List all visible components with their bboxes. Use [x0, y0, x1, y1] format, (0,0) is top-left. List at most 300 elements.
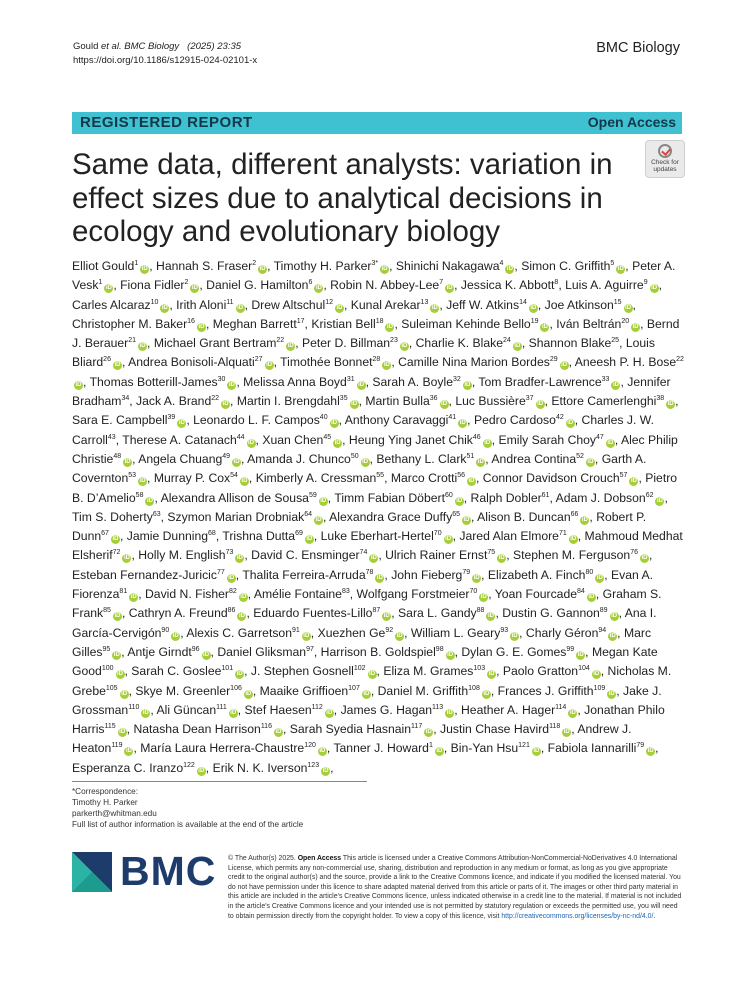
orcid-icon[interactable]: iD [161, 304, 168, 311]
orcid-icon[interactable]: iD [441, 401, 448, 408]
license-link[interactable]: http://creativecommons.org/licenses/by-nc-nd/4.0/ [501, 912, 654, 920]
author-name: Heung Ying Janet Chik$^{46}$iD [348, 432, 491, 447]
author-affiliation: 18 [375, 317, 384, 325]
author-name: Elizabeth A. Finch$^{80}$iD [487, 567, 603, 582]
author-affiliation: 42 [555, 414, 564, 422]
author-name: Pedro Cardoso$^{42}$iD [473, 413, 574, 428]
author-name: Graham S. Frank$^{85}$iD [72, 587, 662, 621]
orcid-icon[interactable]: iD [319, 748, 326, 755]
orcid-icon[interactable]: iD [641, 555, 648, 562]
author-affiliation: 115 [104, 723, 116, 731]
orcid-icon[interactable]: iD [608, 690, 615, 697]
orcid-icon[interactable]: iD [533, 748, 540, 755]
orcid-icon[interactable]: iD [113, 651, 120, 658]
author-affiliation: 29 [549, 356, 558, 364]
author-affiliation: 30 [217, 375, 226, 383]
orcid-icon[interactable]: iD [446, 285, 453, 292]
author-name: Jared Alan Elmore$^{71}$iD [459, 529, 577, 544]
orcid-icon[interactable]: iD [446, 709, 453, 716]
author-affiliation: 81 [119, 587, 128, 595]
author-name: Dustin G. Gannon$^{89}$iD [502, 606, 618, 621]
orcid-icon[interactable]: iD [386, 323, 393, 330]
orcid-icon[interactable]: iD [630, 478, 637, 485]
author-affiliation: 120 [304, 742, 316, 750]
author-name: Alec Philip Christie$^{48}$iD [72, 432, 678, 466]
orcid-icon[interactable]: iD [656, 497, 663, 504]
author-affiliation: 68 [208, 530, 216, 538]
author-affiliation: 8 [554, 279, 559, 287]
author-name: Maaike Griffioen$^{107}$iD [259, 683, 370, 698]
orcid-icon[interactable]: iD [198, 323, 205, 330]
author-name: Marco Crotti$^{56}$iD [390, 471, 475, 486]
orcid-icon[interactable]: iD [178, 420, 185, 427]
author-affiliation: 112 [311, 703, 323, 711]
author-name: Charlie K. Blake$^{24}$iD [415, 336, 521, 351]
author-name: Amanda J. Chunco$^{50}$iD [247, 451, 369, 466]
author-name: Timothy H. Parker$^{3*}$iD [273, 259, 388, 273]
orcid-icon[interactable]: iD [245, 690, 252, 697]
orcid-icon[interactable]: iD [139, 478, 146, 485]
author-affiliation: 41 [448, 414, 457, 422]
orcid-icon[interactable]: iD [581, 516, 588, 523]
bmc-logo [72, 848, 222, 904]
author-name: Simon C. Griffith$^5$iD [521, 259, 624, 273]
author-name: Heather A. Hager$^{114}$iD [460, 702, 576, 717]
author-name: David C. Ensminger$^{74}$iD [251, 548, 377, 563]
orcid-icon[interactable]: iD [588, 594, 595, 601]
orcid-icon[interactable]: iD [487, 613, 494, 620]
author-affiliation: 104 [578, 665, 590, 673]
author-name: Bethany L. Clark$^{51}$iD [376, 451, 484, 466]
author-affiliation: 60 [444, 491, 453, 499]
author-name: Holly M. English$^{73}$iD [138, 548, 243, 563]
author-name: Martin Bulla$^{36}$iD [365, 394, 448, 409]
orcid-icon[interactable]: iD [125, 748, 132, 755]
author-name: Robert P. Dunn$^{67}$iD [72, 509, 647, 544]
orcid-icon[interactable]: iD [248, 439, 255, 446]
author-affiliation: 102 [353, 665, 366, 673]
author-affiliation: 121 [518, 742, 530, 750]
orcid-icon[interactable]: iD [114, 362, 121, 369]
author-affiliation: 79 [636, 742, 645, 750]
orcid-icon[interactable]: iD [123, 555, 130, 562]
author-affiliation: 36 [429, 395, 438, 403]
orcid-icon[interactable]: iD [541, 323, 548, 330]
author-affiliation: 1 [98, 279, 103, 287]
author-name: Garth A. Covernton$^{53}$iD [72, 451, 647, 486]
orcid-icon[interactable]: iD [401, 343, 408, 350]
author-name: Christopher M. Baker$^{16}$iD [72, 316, 205, 331]
license-copyright: © The Author(s) 2025. [228, 855, 298, 862]
author-affiliation: 86 [227, 607, 236, 615]
header-citation-line [73, 40, 257, 54]
orcid-icon[interactable]: iD [632, 323, 639, 330]
author-name: J. Stephen Gosnell$^{102}$iD [250, 664, 376, 679]
author-name: Sarah C. Goslee$^{101}$iD [131, 664, 243, 679]
author-affiliation: 69 [295, 530, 303, 538]
author-list: Elliot Gould$^1$iD , Hannah S. Fraser$^2$iD , Timothy H. Parker$^{3*}$iD , Shinichi Nakagawa$^4$iD , Simon C. Griffith$^5$iD , Peter A. Vesk$^1$iD , Fiona Fidler$^2$iD , Daniel G. Hamilton$^6$iD , Robin N. Abbey-Lee$^7$iD , Jessica K. Abbott$^8$, Luis A. Aguirre$^9$iD , Carles Alcaraz$^{10}$iD , Irith Aloni$^{11}$iD , Drew Altschul$^{12}$iD , Kunal Arekar$^{13}$iD , Jeff W. Atkins$^{14}$iD , Joe Atkinson$^{15}$iD , Christopher M. Baker$^{16}$iD , Meghan Barrett$^{17}$, Kristian Bell$^{18}$iD , Suleiman Kehinde Bello$^{19}$iD , Iván Beltrán$^{20}$iD , Bernd J. Berauer$^{21}$iD , Michael Grant Bertram$^{22}$iD , Peter D. Billman$^{23}$iD , Charlie K. Blake$^{24}$iD , Shannon Blake$^{25}$, Louis Bliard$^{26}$iD , Andrea Bonisoli-Alquati$^{27}$iD , Timothée Bonnet$^{28}$iD , Camille Nina Marion Bordes$^{29}$iD , Aneesh P. H. Bose$^{22}$iD , Thomas Botterill-James$^{30}$iD , Melissa Anna Boyd$^{31}$iD , Sarah A. Boyle$^{32}$iD , Tom Bradfer-Lawrence$^{33}$iD , Jennifer Bradham$^{34}$, Jack A. Brand$^{22}$iD , Martin I. Brengdahl$^{35}$iD , Martin Bulla$^{36}$iD , Luc Bussière$^{37}$iD , Ettore Camerlenghi$^{38}$iD , Sara E. Campbell$^{39}$iD , Leonardo L. F. Campos$^{40}$iD , Anthony Caravaggi$^{41}$iD , Pedro Cardoso$^{42}$iD , Charles J. W. Carroll$^{43}$, Therese A. Catanach$^{44}$iD , Xuan Chen$^{45}$iD , Heung Ying Janet Chik$^{46}$iD , Emily Sarah Choy$^{47}$iD , Alec Philip Christie$^{48}$iD , Angela Chuang$^{49}$iD , Amanda J. Chunco$^{50}$iD , Bethany L. Clark$^{51}$iD , Andrea Contina$^{52}$iD , Garth A. Covernton$^{53}$iD , Murray P. Cox$^{54}$iD , Kimberly A. Cressman$^{55}$, Marco Crotti$^{56}$iD , Connor Davidson Crouch$^{57}$iD , Pietro B. D’Amelio$^{58}$iD , Alexandra Allison de Sousa$^{59}$iD , Timm Fabian Döbert$^{60}$iD , Ralph Dobler$^{61}$, Adam J. Dobson$^{62}$iD , Tim S. Doherty$^{63}$, Szymon Marian Drobniak$^{64}$iD , Alexandra Grace Duffy$^{65}$iD , Alison B. Duncan$^{66}$iD , Robert P. Dunn$^{67}$iD , Jamie Dunning$^{68}$, Trishna Dutta$^{69}$iD , Luke Eberhart-Hertel$^{70}$iD , Jared Alan Elmore$^{71}$iD , Mahmoud Medhat Elsherif$^{72}$iD , Holly M. English$^{73}$iD , David C. Ensminger$^{74}$iD , Ulrich Rainer Ernst$^{75}$iD , Stephen M. Ferguson$^{76}$iD , Esteban Fernandez-Juricic$^{77}$iD , Thalita Ferreira-Arruda$^{78}$iD , John Fieberg$^{79}$iD , Elizabeth A. Finch$^{80}$iD , Evan A. Fiorenza$^{81}$iD , David N. Fisher$^{82}$iD , Amélie Fontaine$^{83}$, Wolfgang Forstmeier$^{70}$iD , Yoan Fourcade$^{84}$iD , Graham S. Frank$^{85}$iD , Cathryn A. Freund$^{86}$iD , Eduardo Fuentes-Lillo$^{87}$iD , Sara L. Gandy$^{88}$iD , Dustin G. Gannon$^{89}$iD , Ana I. García-Cervigón$^{90}$iD , Alexis C. Garretson$^{91}$iD , Xuezhen Ge$^{92}$iD , William L. Geary$^{93}$iD , Charly Géron$^{94}$iD , Marc Gilles$^{95}$iD , Antje Girndt$^{96}$iD , Daniel Gliksman$^{97}$, Harrison B. Goldspiel$^{98}$iD , Dylan G. E. Gomes$^{99}$iD , Megan Kate Good$^{100}$iD , Sarah C. Goslee$^{101}$iD , J. Stephen Gosnell$^{102}$iD , Eliza M. Grames$^{103}$iD , Paolo Gratton$^{104}$iD , Nicholas M. Grebe$^{105}$iD , Skye M. Greenler$^{106}$iD , Maaike Griffioen$^{107}$iD , Daniel M. Griffith$^{108}$iD , Frances J. Griffith$^{109}$iD , Jake J. Grossman$^{110}$iD , Ali Güncan$^{111}$iD , Stef Haesen$^{112}$iD , James G. Hagan$^{113}$iD , Heather A. Hager$^{114}$iD , Jonathan Philo Harris$^{115}$iD , Natasha Dean Harrison$^{116}$iD , Sarah Syedia Hasnain$^{117}$iD , Justin Chase Havird$^{118}$iD , Andrew J. Heaton$^{119}$iD , María Laura Herrera-Chaustre$^{120}$iD , Tanner J. Howard$^1$iD , Bin-Yan Hsu$^{121}$iD , Fabiola Iannarilli$^{79}$iD , Esperanza C. Iranzo$^{122}$iD , Erik N. K. Iverson$^{123}$iD , [72, 259, 684, 775]
author-name: Sara E. Campbell$^{39}$iD [72, 413, 185, 428]
author-affiliation: 44 [236, 433, 245, 441]
article-title: Same data, different analysts: variation in effect sizes due to analytical decisions in ecology and evolutionary biology [72, 148, 613, 248]
orcid-icon[interactable]: iD [647, 748, 654, 755]
author-name: Emily Sarah Choy$^{47}$iD [498, 432, 614, 447]
author-name: Robin N. Abbey-Lee$^7$iD [330, 278, 453, 293]
author-name: Elliot Gould$^1$iD [72, 259, 148, 273]
author-name: Adam J. Dobson$^{62}$iD [555, 490, 663, 505]
orcid-icon[interactable]: iD [124, 458, 131, 465]
author-affiliation: 21 [128, 337, 137, 345]
author-name: Jamie Dunning$^{68}$ [126, 529, 216, 544]
author-affiliation: 40 [319, 414, 328, 422]
orcid-icon[interactable]: iD [484, 439, 491, 446]
orcid-icon[interactable]: iD [651, 285, 658, 292]
author-name: John Fieberg$^{79}$iD [391, 567, 480, 582]
journal-name: BMC Biology [596, 40, 680, 56]
author-name: Murray P. Cox$^{54}$iD [153, 471, 248, 486]
author-name: Fabiola Iannarilli$^{79}$iD [547, 741, 654, 756]
author-affiliation: 51 [466, 452, 475, 460]
orcid-icon[interactable]: iD [75, 381, 82, 388]
orcid-icon[interactable]: iD [577, 651, 584, 658]
author-affiliation: 64 [304, 510, 313, 518]
author-affiliation: 99 [566, 645, 575, 653]
orcid-icon[interactable]: iD [358, 381, 365, 388]
author-name: Esperanza C. Iranzo$^{122}$iD [72, 760, 205, 775]
author-affiliation: 53 [128, 472, 137, 480]
author-affiliation: 52 [576, 452, 584, 460]
orcid-icon[interactable]: iD [198, 767, 205, 774]
author-affiliation: 77 [216, 568, 225, 576]
orcid-icon[interactable]: iD [322, 767, 329, 774]
orcid-icon[interactable]: iD [287, 343, 294, 350]
author-affiliation: 1 [428, 742, 433, 750]
orcid-icon[interactable]: iD [431, 304, 438, 311]
orcid-icon[interactable]: iD [447, 651, 454, 658]
author-affiliation: 20 [621, 317, 630, 325]
author-name: Luc Bussière$^{37}$iD [455, 394, 544, 409]
orcid-icon[interactable]: iD [530, 304, 537, 311]
author-name: Andrea Bonisoli-Alquati$^{27}$iD [128, 355, 273, 370]
orcid-icon[interactable]: iD [331, 420, 338, 427]
orcid-icon[interactable]: iD [473, 574, 480, 581]
orcid-icon[interactable]: iD [563, 729, 570, 736]
orcid-icon[interactable]: iD [445, 536, 452, 543]
author-name: Trishna Dutta$^{69}$iD [222, 529, 313, 544]
orcid-icon[interactable]: iD [537, 401, 544, 408]
author-name: Xuezhen Ge$^{92}$iD [317, 625, 403, 640]
author-name: Daniel M. Griffith$^{108}$iD [377, 683, 490, 698]
orcid-icon[interactable]: iD [459, 420, 466, 427]
bmc-logo-text: BMC [120, 848, 217, 894]
orcid-icon[interactable]: iD [336, 304, 343, 311]
orcid-icon[interactable]: iD [315, 285, 322, 292]
header-doi[interactable]: https://doi.org/10.1186/s12915-024-02101-x [73, 55, 258, 66]
author-affiliation: 101 [221, 665, 234, 673]
author-name: Ali Güncan$^{111}$iD [156, 702, 237, 717]
author-affiliation: 2 [184, 279, 189, 287]
author-name: Shannon Blake$^{25}$ [528, 336, 620, 351]
author-name: Kristian Bell$^{18}$iD [311, 316, 393, 331]
author-name: Michael Grant Bertram$^{22}$iD [153, 336, 294, 351]
author-affiliation: 22 [676, 356, 684, 364]
author-name: William L. Geary$^{93}$iD [410, 625, 518, 640]
orcid-icon[interactable]: iD [506, 266, 513, 272]
orcid-icon[interactable]: iD [233, 458, 240, 465]
orcid-icon[interactable]: iD [130, 594, 137, 601]
orcid-icon[interactable]: iD [607, 439, 614, 446]
author-affiliation: 114 [555, 703, 567, 711]
orcid-icon[interactable]: iD [396, 632, 403, 639]
orcid-icon[interactable]: iD [363, 690, 370, 697]
orcid-icon[interactable]: iD [114, 613, 121, 620]
author-affiliation: 82 [228, 587, 237, 595]
running-header [73, 40, 257, 68]
author-affiliation: 73 [225, 549, 234, 557]
author-affiliation: 22 [211, 395, 220, 403]
author-name: Alexandra Allison de Sousa$^{59}$iD [160, 490, 327, 505]
orcid-icon[interactable]: iD [139, 343, 146, 350]
orcid-icon[interactable]: iD [228, 381, 235, 388]
author-affiliation: 12 [325, 298, 333, 306]
author-name: Tom Bradfer-Lawrence$^{33}$iD [478, 374, 619, 389]
author-name: Camille Nina Marion Bordes$^{29}$iD [398, 355, 568, 370]
author-affiliation: 32 [453, 375, 461, 383]
author-affiliation: 62 [645, 491, 654, 499]
orcid-icon[interactable]: iD [146, 497, 153, 504]
author-name: Thalita Ferreira-Arruda$^{78}$iD [242, 567, 383, 582]
author-name: Peter D. Billman$^{23}$iD [301, 336, 408, 351]
author-affiliation: 6 [308, 279, 313, 287]
footnote-divider [72, 781, 367, 782]
orcid-icon[interactable]: iD [468, 478, 475, 485]
orcid-icon[interactable]: iD [117, 671, 124, 678]
author-affiliation: 58 [135, 491, 144, 499]
author-name: Evan A. Fiorenza$^{81}$iD [72, 567, 654, 602]
author-affiliation: 11 [226, 298, 234, 306]
orcid-icon[interactable]: iD [112, 536, 119, 543]
orcid-icon[interactable]: iD [625, 304, 632, 311]
orcid-icon[interactable]: iD [483, 690, 490, 697]
orcid-icon[interactable]: iD [326, 709, 333, 716]
author-affiliation: 26 [103, 356, 111, 364]
author-name: Melissa Anna Boyd$^{31}$iD [243, 374, 365, 389]
author-name: Thomas Botterill-James$^{30}$iD [89, 374, 235, 389]
author-name: David N. Fisher$^{82}$iD [145, 587, 247, 602]
author-name: Jeff W. Atkins$^{14}$iD [446, 297, 537, 312]
author-name: Mahmoud Medhat Elsherif$^{72}$iD [72, 529, 683, 563]
author-affiliation: 33 [601, 375, 610, 383]
orcid-icon[interactable]: iD [570, 536, 577, 543]
orcid-icon[interactable]: iD [142, 709, 149, 716]
author-affiliation: 46 [472, 433, 481, 441]
author-name: Andrew J. Heaton$^{119}$iD [72, 722, 632, 756]
author-affiliation: 95 [102, 645, 111, 653]
orcid-icon[interactable]: iD [237, 304, 244, 311]
author-affiliation: 54 [230, 472, 238, 480]
author-name: Daniel G. Hamilton$^6$iD [206, 278, 322, 293]
author-affiliation: 100 [101, 665, 114, 673]
author-name: Ettore Camerlenghi$^{38}$iD [551, 394, 674, 409]
check-for-updates-line1: Check for [651, 159, 679, 166]
orcid-icon[interactable]: iD [617, 266, 624, 272]
orcid-icon[interactable]: iD [511, 632, 518, 639]
orcid-icon[interactable]: iD [609, 632, 616, 639]
orcid-icon[interactable]: iD [141, 266, 148, 272]
author-name: Shinichi Nakagawa$^4$iD [395, 259, 513, 273]
orcid-icon[interactable]: iD [596, 574, 603, 581]
author-name: Martin I. Brengdahl$^{35}$iD [236, 394, 358, 409]
author-affiliation: 10 [150, 298, 159, 306]
orcid-icon[interactable]: iD [383, 613, 390, 620]
author-affiliation: 23 [390, 337, 398, 345]
orcid-icon[interactable]: iD [611, 613, 618, 620]
author-name: Ana I. García-Cervigón$^{90}$iD [72, 606, 657, 640]
orcid-icon[interactable]: iD [259, 266, 266, 272]
author-name: Sara L. Gandy$^{88}$iD [398, 606, 494, 621]
author-affiliation: 83 [341, 587, 350, 595]
author-affiliation: 72 [112, 549, 121, 557]
author-name: Sarah A. Boyle$^{32}$iD [372, 374, 471, 389]
orcid-icon[interactable]: iD [351, 401, 358, 408]
orcid-icon[interactable]: iD [436, 748, 443, 755]
orcid-icon[interactable]: iD [362, 458, 369, 465]
author-affiliation: 49 [222, 452, 231, 460]
author-name: Jonathan Philo Harris$^{115}$iD [72, 702, 665, 737]
orcid-icon[interactable]: iD [369, 671, 376, 678]
author-affiliation: 24 [503, 337, 511, 345]
orcid-icon[interactable]: iD [567, 420, 574, 427]
orcid-icon[interactable]: iD [498, 555, 505, 562]
author-name: Justin Chase Havird$^{118}$iD [440, 722, 570, 737]
author-affiliation: 76 [630, 549, 638, 557]
author-name: Szymon Marian Drobniak$^{64}$iD [167, 509, 322, 524]
author-name: Dylan G. E. Gomes$^{99}$iD [461, 644, 584, 659]
author-affiliation: 4 [499, 259, 504, 267]
author-name: Iván Beltrán$^{20}$iD [556, 316, 639, 331]
orcid-icon[interactable]: iD [315, 516, 322, 523]
author-affiliation: 88 [476, 607, 485, 615]
author-name: Timothée Bonnet$^{28}$iD [280, 355, 390, 370]
orcid-icon[interactable]: iD [306, 536, 313, 543]
orcid-icon[interactable]: iD [236, 671, 243, 678]
author-name: Tim S. Doherty$^{63}$ [72, 509, 161, 524]
orcid-icon[interactable]: iD [191, 285, 198, 292]
author-name: Suleiman Kehinde Bello$^{19}$iD [401, 316, 548, 331]
author-affiliation: 28 [372, 356, 381, 364]
orcid-icon[interactable]: iD [222, 401, 229, 408]
orcid-icon[interactable]: iD [514, 343, 521, 350]
author-affiliation: 84 [577, 587, 585, 595]
orcid-icon[interactable]: iD [172, 632, 179, 639]
orcid-icon[interactable]: iD [320, 497, 327, 504]
orcid-icon[interactable]: iD [266, 362, 273, 369]
author-name: Bin-Yan Hsu$^{121}$iD [450, 741, 540, 756]
author-name: Stephen M. Ferguson$^{76}$iD [512, 548, 648, 563]
author-affiliation: 47 [596, 433, 604, 441]
orcid-icon[interactable]: iD [569, 709, 576, 716]
orcid-icon[interactable]: iD [561, 362, 568, 369]
author-affiliation: 87 [372, 607, 381, 615]
author-name: Kimberly A. Cressman$^{55}$ [255, 471, 385, 486]
orcid-icon[interactable]: iD [105, 285, 112, 292]
author-affiliation: 67 [101, 530, 109, 538]
author-affiliation: 70 [469, 587, 478, 595]
orcid-icon[interactable]: iD [370, 555, 377, 562]
orcid-icon[interactable]: iD [236, 555, 243, 562]
author-affiliation: 91 [292, 626, 300, 634]
author-name: Fiona Fidler$^2$iD [120, 278, 198, 293]
author-affiliation: 89 [599, 607, 608, 615]
author-name: Jake J. Grossman$^{110}$iD [72, 683, 662, 717]
author-name: Leonardo L. F. Campos$^{40}$iD [193, 413, 338, 428]
orcid-icon[interactable]: iD [119, 729, 126, 736]
orcid-icon[interactable]: iD [667, 401, 674, 408]
orcid-icon[interactable]: iD [240, 594, 247, 601]
orcid-icon[interactable]: iD [303, 632, 310, 639]
orcid-icon[interactable]: iD [121, 690, 128, 697]
author-affiliation: 56 [457, 472, 466, 480]
check-for-updates-button[interactable] [645, 140, 685, 178]
orcid-icon[interactable]: iD [477, 458, 484, 465]
header-volume: (2025) 23:35 [187, 41, 242, 52]
orcid-icon[interactable]: iD [593, 671, 600, 678]
orcid-icon[interactable]: iD [334, 439, 341, 446]
orcid-icon[interactable]: iD [587, 458, 594, 465]
author-name: Cathryn A. Freund$^{86}$iD [128, 606, 245, 621]
author-name: Meghan Barrett$^{17}$ [212, 316, 305, 331]
author-name: Carles Alcaraz$^{10}$iD [72, 297, 168, 312]
correspondence-name: Timothy H. Parker [72, 798, 138, 807]
author-name: Andrea Contina$^{52}$iD [491, 451, 594, 466]
orcid-icon[interactable]: iD [383, 362, 390, 369]
orcid-icon[interactable]: iD [612, 381, 619, 388]
author-name: Erik N. K. Iverson$^{123}$iD [212, 760, 329, 775]
correspondence-email[interactable]: parkerth@whitman.edu [72, 809, 157, 818]
orcid-icon[interactable]: iD [463, 516, 470, 523]
orcid-icon[interactable]: iD [425, 729, 432, 736]
author-affiliation: 2 [252, 259, 257, 267]
orcid-icon[interactable]: iD [203, 651, 210, 658]
author-affiliation: 93 [500, 626, 509, 634]
orcid-icon[interactable]: iD [480, 594, 487, 601]
orcid-icon[interactable]: iD [456, 497, 463, 504]
orcid-icon[interactable]: iD [376, 574, 383, 581]
open-access-label: Open Access [587, 114, 676, 130]
orcid-icon[interactable]: iD [238, 613, 245, 620]
author-name: Timm Fabian Döbert$^{60}$iD [334, 490, 463, 505]
orcid-icon[interactable]: iD [275, 729, 282, 736]
author-affiliation: 74 [359, 549, 368, 557]
author-affiliation: 94 [598, 626, 607, 634]
orcid-icon[interactable]: iD [241, 478, 248, 485]
orcid-icon[interactable]: iD [464, 381, 471, 388]
orcid-icon[interactable]: iD [228, 574, 235, 581]
author-name: Angela Chuang$^{49}$iD [138, 451, 240, 466]
license-statement [228, 854, 683, 921]
author-name: Luis A. Aguirre$^9$iD [565, 278, 658, 293]
orcid-icon[interactable]: iD [230, 709, 237, 716]
orcid-icon[interactable]: iD [381, 266, 388, 272]
author-affiliation: 110 [128, 703, 140, 711]
orcid-icon[interactable]: iD [488, 671, 495, 678]
author-name: Sarah Syedia Hasnain$^{117}$iD [289, 722, 432, 737]
author-name: James G. Hagan$^{113}$iD [340, 702, 453, 717]
author-affiliation: 92 [385, 626, 394, 634]
author-affiliation: 35 [339, 395, 348, 403]
author-affiliation: 25 [611, 337, 620, 345]
author-name: Xuan Chen$^{45}$iD [262, 432, 341, 447]
